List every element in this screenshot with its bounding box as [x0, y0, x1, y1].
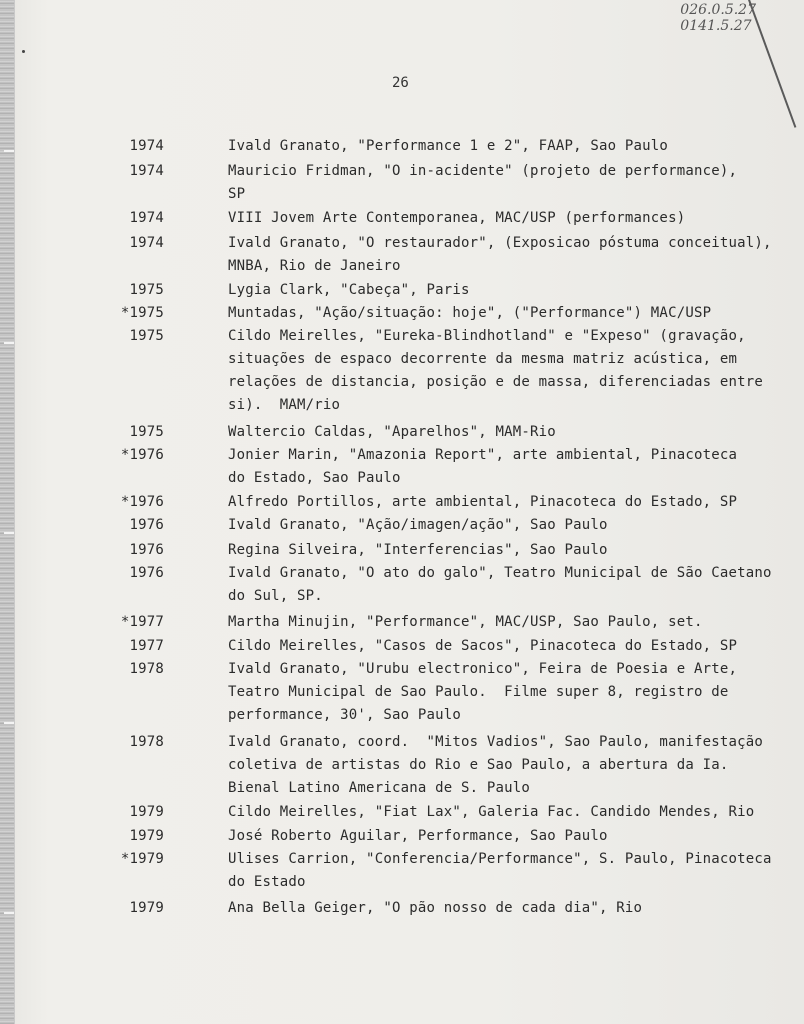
entry-text-line: Alfredo Portillos, arte ambiental, Pinacoteca do Estado, SP	[228, 494, 738, 510]
entry-description	[228, 897, 788, 920]
entry-text-line: Mauricio Fridman, "O in-acidente" (projeto de performance),	[228, 163, 738, 179]
entry-text-line: si). MAM/rio	[228, 397, 341, 413]
entry-description	[228, 444, 788, 490]
entry-description	[228, 539, 788, 562]
entry-text-line: MNBA, Rio de Janeiro	[228, 258, 401, 274]
entry-year: 1974	[129, 235, 164, 251]
entry-text-line: Cildo Meirelles, "Eureka-Blindhotland" e "Expeso" (gravação,	[228, 328, 746, 344]
entry-text-line: Muntadas, "Ação/situação: hoje", ("Performance") MAC/USP	[228, 305, 712, 321]
binding-hole	[4, 150, 14, 152]
entry-text-line: Ulises Carrion, "Conferencia/Performance", S. Paulo, Pinacoteca	[228, 851, 772, 867]
entry-description	[228, 801, 788, 824]
entry-description	[228, 562, 788, 608]
entry-description	[228, 135, 788, 158]
entry-year: 1974	[129, 163, 164, 179]
entry-text-line: situações de espaco decorrente da mesma matriz acústica, em	[228, 351, 738, 367]
entry-year: 1979	[129, 828, 164, 844]
entry-description	[228, 825, 788, 848]
entry-text-line: SP	[228, 186, 246, 202]
entry-text-line: Waltercio Caldas, "Aparelhos", MAM-Rio	[228, 424, 556, 440]
entry-description	[228, 325, 788, 417]
archive-code-2: 0141.5.27	[680, 18, 752, 34]
entry-year: 1979	[129, 900, 164, 916]
binding-hole	[4, 912, 14, 914]
entry-text-line: Cildo Meirelles, "Fiat Lax", Galeria Fac. Candido Mendes, Rio	[228, 804, 755, 820]
entry-year: 1974	[129, 138, 164, 154]
entry-year: *1977	[120, 614, 164, 630]
entry-text-line: do Sul, SP.	[228, 588, 323, 604]
entry-year: 1978	[129, 661, 164, 677]
entry-text-line: Jonier Marin, "Amazonia Report", arte ambiental, Pinacoteca	[228, 447, 738, 463]
entry-year: 1975	[129, 424, 164, 440]
entry-description	[228, 635, 788, 658]
entry-text-line: do Estado, Sao Paulo	[228, 470, 401, 486]
entry-year: 1975	[129, 328, 164, 344]
entry-text-line: Teatro Municipal de Sao Paulo. Filme super 8, registro de	[228, 684, 729, 700]
entry-text-line: Ana Bella Geiger, "O pão nosso de cada dia", Rio	[228, 900, 643, 916]
entry-year: 1976	[129, 542, 164, 558]
entry-text-line: Martha Minujin, "Performance", MAC/USP, Sao Paulo, set.	[228, 614, 703, 630]
archive-code	[680, 2, 756, 34]
entry-text-line: performance, 30', Sao Paulo	[228, 707, 461, 723]
entry-text-line: Ivald Granato, "Ação/imagen/ação", Sao Paulo	[228, 517, 608, 533]
entry-year: 1979	[129, 804, 164, 820]
entry-year: *1976	[120, 494, 164, 510]
archive-code-1: 026.0.5.27	[680, 2, 756, 18]
entry-text-line: Ivald Granato, "Performance 1 e 2", FAAP, Sao Paulo	[228, 138, 669, 154]
entry-description	[228, 232, 788, 278]
entry-text-line: Lygia Clark, "Cabeça", Paris	[228, 282, 470, 298]
entry-year: 1976	[129, 517, 164, 533]
entry-description	[228, 302, 788, 325]
binding-hole	[4, 532, 14, 534]
entry-text-line: Ivald Granato, "O ato do galo", Teatro Municipal de São Caetano	[228, 565, 772, 581]
entry-year: *1979	[120, 851, 164, 867]
entry-year: 1976	[129, 565, 164, 581]
entry-text-line: José Roberto Aguilar, Performance, Sao Paulo	[228, 828, 608, 844]
entry-text-line: VIII Jovem Arte Contemporanea, MAC/USP (performances)	[228, 210, 686, 226]
entry-text-line: coletiva de artistas do Rio e Sao Paulo, a abertura da Ia.	[228, 757, 729, 773]
entry-description	[228, 491, 788, 514]
entry-year: *1976	[120, 447, 164, 463]
entry-text-line: Ivald Granato, "O restaurador", (Exposicao póstuma conceitual),	[228, 235, 772, 251]
entry-text-line: relações de distancia, posição e de massa, diferenciadas entre	[228, 374, 763, 390]
entry-text-line: do Estado	[228, 874, 306, 890]
binding-hole	[4, 722, 14, 724]
entry-description	[228, 731, 788, 800]
entry-text-line: Regina Silveira, "Interferencias", Sao Paulo	[228, 542, 608, 558]
entry-description	[228, 848, 788, 894]
entry-description	[228, 160, 788, 206]
entry-description	[228, 421, 788, 444]
entry-description	[228, 611, 788, 634]
entry-text-line: Bienal Latino Americana de S. Paulo	[228, 780, 531, 796]
entry-year: 1977	[129, 638, 164, 654]
entry-text-line: Cildo Meirelles, "Casos de Sacos", Pinacoteca do Estado, SP	[228, 638, 738, 654]
entry-description	[228, 207, 788, 230]
entry-year: 1974	[129, 210, 164, 226]
entry-description	[228, 514, 788, 537]
paper-speck	[22, 50, 25, 53]
entry-text-line: Ivald Granato, "Urubu electronico", Feira de Poesia e Arte,	[228, 661, 738, 677]
entry-description	[228, 279, 788, 302]
entry-year: 1978	[129, 734, 164, 750]
entry-text-line: Ivald Granato, coord. "Mitos Vadios", Sao Paulo, manifestação	[228, 734, 763, 750]
page-number: 26	[392, 75, 409, 91]
binding-edge	[0, 0, 15, 1024]
entry-description	[228, 658, 788, 727]
entry-year: 1975	[129, 282, 164, 298]
binding-hole	[4, 342, 14, 344]
entry-year: *1975	[120, 305, 164, 321]
